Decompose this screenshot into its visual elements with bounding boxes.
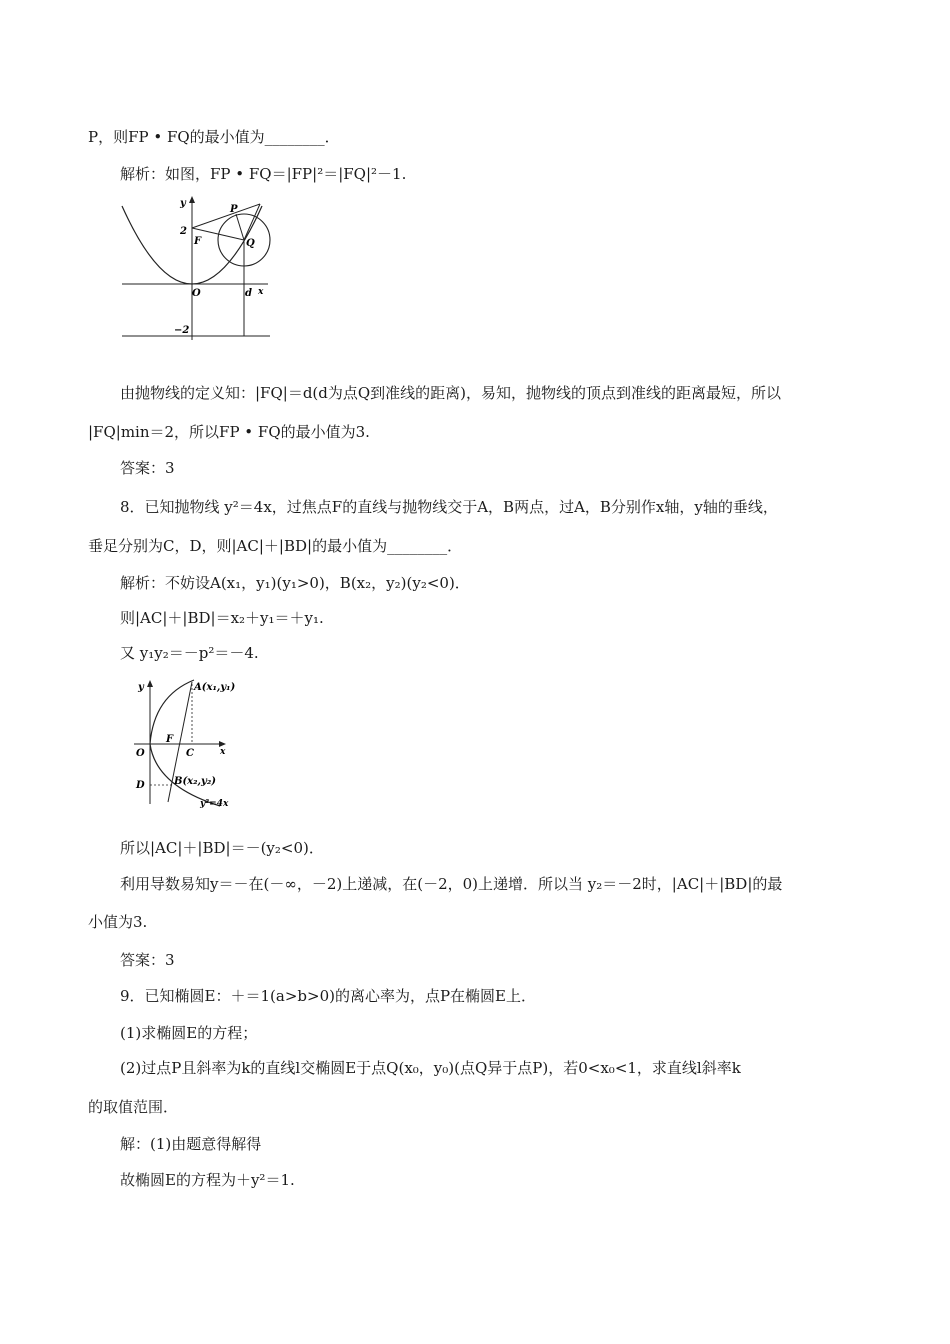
answer-line: 答案：3	[120, 951, 175, 969]
solution-line: 解：(1)由题意得解得	[120, 1135, 262, 1153]
text-line: 小值为3.	[88, 913, 148, 931]
text-line: 解析：不妨设A(x₁，y₁)(y₁>0)，B(x₂，y₂)(y₂<0)．	[120, 574, 470, 592]
text-line: 则|AC|＋|BD|＝x₂＋y₁＝＋y₁.	[120, 609, 324, 627]
figure-label: O	[136, 748, 145, 759]
text-line: |FQ|min＝2，所以FP • FQ的最小值为3.	[88, 423, 370, 441]
figure-label: P	[230, 204, 238, 215]
question-line: 8．已知抛物线 y²＝4x，过焦点F的直线与抛物线交于A，B两点，过A，B分别作x轴，y轴的垂线，	[120, 498, 778, 516]
text-line: 又 y₁y₂＝－p²＝－4.	[120, 644, 259, 662]
figure-label: y	[180, 198, 186, 209]
figure-label: d	[245, 288, 252, 299]
text-line: 解析：如图，FP • FQ＝|FP|²＝|FQ|²－1.	[120, 165, 407, 183]
figure-label: −2	[174, 325, 190, 336]
text-line: 的取值范围．	[88, 1098, 179, 1116]
figure-label: 2	[180, 226, 187, 237]
figure-label: x	[220, 747, 226, 757]
parabola-circle-figure	[118, 192, 278, 344]
figure-label: Q	[246, 238, 255, 249]
figure-label: F	[166, 734, 174, 745]
figure-label: x	[258, 287, 264, 297]
figure-label: y	[138, 682, 144, 693]
question-line: 9．已知椭圆E：＋＝1(a>b>0)的离心率为，点P在椭圆E上．	[120, 987, 537, 1005]
text-line: (2)过点P且斜率为k的直线l交椭圆E于点Q(x₀，y₀)(点Q异于点P)，若0<x₀<1，求直线l斜率k	[120, 1059, 741, 1077]
figure-label: O	[192, 288, 201, 299]
figure-label: B(x₂,y₂)	[174, 776, 216, 787]
figure-label: C	[186, 748, 194, 759]
text-line: (1)求椭圆E的方程；	[120, 1024, 258, 1042]
figure-label: y²=4x	[200, 799, 229, 809]
text-line: P，则FP • FQ的最小值为________．	[88, 128, 340, 146]
text-line: 由抛物线的定义知：|FQ|＝d(d为点Q到准线的距离)，易知，抛物线的顶点到准线的距离最短，所以	[120, 384, 782, 402]
text-line: 垂足分别为C，D，则|AC|＋|BD|的最小值为________．	[88, 537, 463, 555]
answer-line: 答案：3	[120, 459, 175, 477]
text-line: 所以|AC|＋|BD|＝－(y₂<0)．	[120, 839, 324, 857]
text-line: 利用导数易知y＝－在(－∞，－2)上递减，在(－2，0)上递增．所以当 y₂＝－2时，|AC|＋|BD|的最	[120, 875, 783, 893]
figure-label: F	[194, 236, 202, 247]
figure-label: A(x₁,y₁)	[194, 682, 236, 693]
focal-chord-figure	[130, 676, 242, 812]
figure-label: D	[136, 780, 145, 791]
text-line: 故椭圆E的方程为＋y²＝1.	[120, 1171, 295, 1189]
